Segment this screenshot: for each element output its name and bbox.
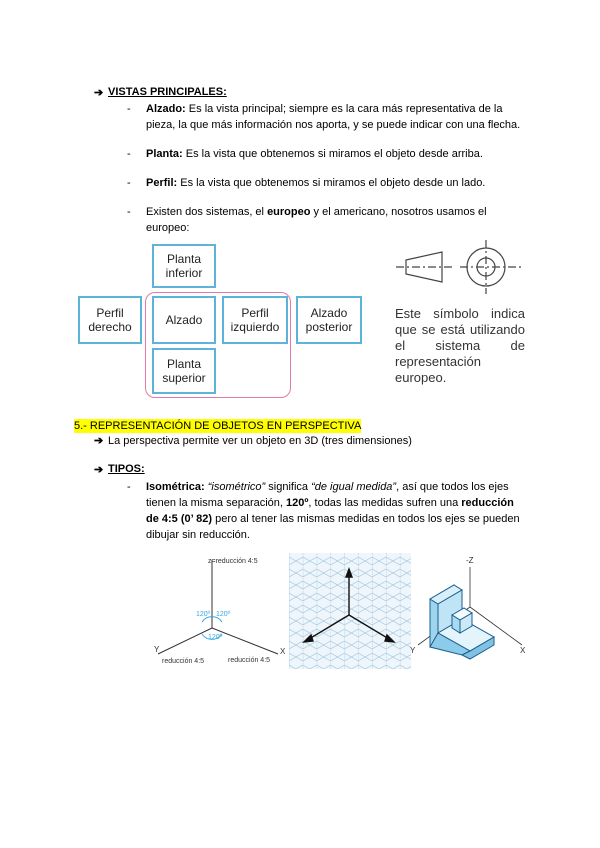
alzado-box-label: Alzado	[165, 313, 203, 327]
iso-line-3	[146, 511, 566, 527]
sistemas-bold: europeo	[267, 206, 311, 218]
section-5-title: 5.- REPRESENTACIÓN DE OBJETOS EN PERSPECTIVA	[74, 420, 362, 432]
x-axis-line	[212, 628, 278, 654]
bullet-dash: -	[127, 148, 131, 160]
planta-inferior-label: Planta inferior	[165, 252, 203, 280]
perfil-paragraph	[146, 175, 566, 191]
planta-inferior-box	[152, 244, 216, 288]
angle-label-1: 120º	[196, 611, 211, 618]
bullet-dash: -	[127, 177, 131, 189]
perspectiva-intro: La perspectiva permite ver un objeto en 3D (tres dimensiones)	[108, 435, 412, 447]
z-axis-label: z=reducción 4:5	[208, 558, 258, 565]
perfil-label: Perfil:	[146, 177, 178, 189]
planta-paragraph	[146, 146, 566, 162]
alzado-text-2: pieza, la que más información nos aporta, y se puede indicar con una flecha.	[146, 119, 521, 131]
iso-line-3a: de 4:5 (0’ 82)	[146, 513, 213, 525]
iso-text-2: , así que todos los ejes	[396, 481, 509, 493]
isometric-grid-figure	[289, 553, 411, 669]
symbol-caption: Este símbolo indica que se está utilizando el sistema de representación europeo.	[395, 306, 525, 385]
perfil-derecho-box	[78, 296, 142, 344]
bullet-dash: -	[127, 103, 131, 115]
iso-line-2	[146, 495, 566, 511]
iso-quote-2: “de igual medida”	[311, 481, 397, 493]
cube-z-label: -Z	[466, 556, 474, 565]
isometric-axes-figure	[150, 550, 290, 672]
perfil-izquierdo-label: Perfil izquierdo	[230, 306, 280, 334]
vistas-heading: VISTAS PRINCIPALES:	[108, 86, 227, 98]
iso-label: Isométrica:	[146, 481, 205, 493]
alzado-text-1: Es la vista principal; siempre es la cara más representativa de la	[188, 103, 503, 115]
planta-label: Planta:	[146, 148, 183, 160]
iso-line-2d: reducción	[461, 497, 514, 509]
alzado-box	[152, 296, 216, 344]
alzado-paragraph	[146, 101, 546, 117]
isometric-solid-figure	[410, 553, 530, 669]
perfil-text: Es la vista que obtenemos si miramos el objeto desde un lado.	[180, 177, 486, 189]
iso-text-1: significa	[268, 481, 309, 493]
iso-line-4: dibujar sin reducción.	[146, 529, 250, 541]
tipos-heading: TIPOS:	[108, 463, 145, 475]
iso-quote-1: “isométrico”	[207, 481, 266, 493]
alzado-posterior-box	[296, 296, 362, 344]
sistemas-text-2: y el americano, nosotros usamos el	[313, 206, 487, 218]
sistemas-text-3: europeo:	[146, 222, 190, 234]
arrow-icon: ➔	[94, 87, 104, 99]
arrow-icon: ➔	[94, 435, 104, 447]
y-reduction-label: reducción 4:5	[162, 658, 205, 665]
planta-text: Es la vista que obtenemos si miramos el objeto desde arriba.	[185, 148, 483, 160]
iso-line-2c: , todas las medidas sufren una	[308, 497, 459, 509]
y-axis-letter: Y	[154, 645, 160, 654]
european-projection-symbol-icon	[394, 238, 526, 296]
x-reduction-label: reducción 4:5	[228, 657, 271, 664]
iso-line-2b: 120º	[286, 497, 309, 509]
angle-label-2: 120º	[216, 611, 231, 618]
planta-superior-label: Planta superior	[162, 357, 206, 385]
x-axis-letter: X	[280, 647, 286, 656]
perfil-derecho-label: Perfil derecho	[88, 306, 132, 334]
y-axis-line	[158, 628, 212, 654]
sistemas-text-1: Existen dos sistemas, el	[146, 206, 264, 218]
bullet-dash: -	[127, 206, 131, 218]
iso-line-1	[146, 479, 566, 495]
iso-line-2a: tienen la misma separación,	[146, 497, 283, 509]
sistemas-paragraph	[146, 204, 566, 220]
planta-superior-box	[152, 348, 216, 394]
alzado-posterior-label: Alzado posterior	[305, 306, 353, 334]
angle-label-3: 120º	[208, 634, 223, 641]
cube-y-label: Y	[410, 646, 416, 655]
arrow-icon: ➔	[94, 464, 104, 476]
alzado-label: Alzado:	[146, 103, 186, 115]
cube-x-label: X	[520, 646, 526, 655]
bullet-dash: -	[127, 481, 131, 493]
perfil-izquierdo-box	[222, 296, 288, 344]
iso-line-3b: pero al tener las mismas medidas en todos los ejes se pueden	[215, 513, 520, 525]
